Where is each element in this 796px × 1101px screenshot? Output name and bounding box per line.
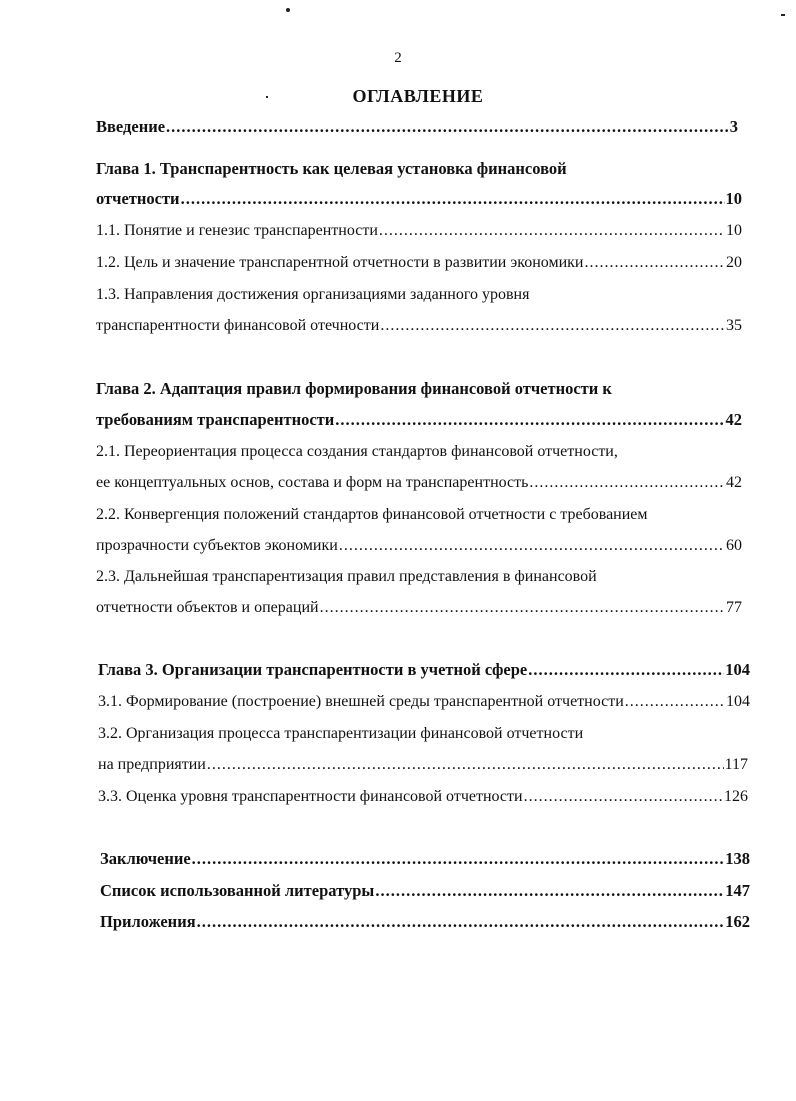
chapter1-title-line1: Глава 1. Транспарентность как целевая установка финансовой: [96, 159, 567, 178]
page-number: 2: [394, 50, 402, 66]
toc-entry-1-1: [96, 221, 742, 241]
toc-entry-page: 147: [725, 881, 750, 900]
toc-entry-label: Введение: [96, 117, 166, 136]
leader-dots: [584, 253, 725, 273]
toc-entry-label: Глава 3. Организации транспарентности в учетной сфере: [98, 660, 528, 679]
leader-dots: [207, 755, 724, 775]
toc-entry-2-3-line1: 2.3. Дальнейшая транспарентизация правил представления в финансовой: [96, 568, 597, 585]
toc-entry-page: 104: [725, 660, 750, 679]
toc-entry-3-1: [98, 692, 750, 712]
toc-entry-1-3: [96, 316, 742, 336]
toc-entry-label: Приложения: [100, 912, 196, 931]
toc-entry-label: 3.3. Оценка уровня транспарентности финансовой отчетности: [98, 788, 523, 805]
toc-entry-chapter3: [98, 660, 750, 680]
scan-speck: [286, 8, 290, 12]
toc-entry-1-2: [96, 253, 742, 273]
toc-entry-label: прозрачности субъектов экономики: [96, 537, 338, 554]
leader-dots: [320, 598, 725, 618]
leader-dots: [625, 692, 725, 712]
toc-entry-label: 1.2. Цель и значение транспарентной отчетности в развитии экономики: [96, 254, 584, 271]
toc-entry-3-2-line1: 3.2. Организация процесса транспарентизации финансовой отчетности: [98, 725, 584, 742]
toc-entry-label: отчетности: [96, 189, 180, 208]
toc-entry-page: 42: [726, 474, 742, 491]
toc-entry-page: 162: [725, 912, 750, 931]
toc-entry-label: 1.1. Понятие и генезис транспарентности: [96, 222, 378, 239]
toc-entry-2-2-line1: 2.2. Конвергенция положений стандартов финансовой отчетности с требованием: [96, 506, 648, 523]
toc-entry-conclusion: [100, 849, 750, 869]
toc-entry-appendices: [100, 912, 750, 932]
toc-entry-page: 60: [726, 537, 742, 554]
toc-entry-page: 77: [726, 599, 742, 616]
toc-entry-page: 104: [726, 693, 750, 710]
chapter2-title-line1: Глава 2. Адаптация правил формирования финансовой отчетности к: [96, 379, 612, 398]
toc-entry-page: 3: [729, 117, 738, 136]
leader-dots: [380, 316, 725, 336]
leader-dots: [375, 881, 724, 901]
toc-entry-page: 20: [726, 254, 742, 271]
leader-dots: [379, 221, 725, 241]
toc-entry-page: 35: [726, 317, 742, 334]
toc-entry-page: 117: [724, 756, 748, 773]
toc-entry-page: 10: [726, 222, 742, 239]
toc-entry-label: Заключение: [100, 849, 191, 868]
leader-dots: [528, 660, 724, 680]
toc-entry-2-3: [96, 598, 742, 618]
toc-entry-label: 3.1. Формирование (построение) внешней среды транспарентной отчетности: [98, 693, 624, 710]
leader-dots: [192, 849, 725, 869]
toc-entry-chapter1: [96, 189, 742, 209]
leader-dots: [524, 787, 723, 807]
leader-dots: [181, 189, 725, 209]
toc-entry-page: 126: [724, 788, 748, 805]
toc-entry-references: [100, 881, 750, 901]
toc-entry-label: требованиям транспарентности: [96, 410, 335, 429]
toc-entry-label: транспарентности финансовой отечности: [96, 317, 380, 334]
toc-entry-page: 138: [725, 849, 750, 868]
toc-entry-2-1: [96, 473, 742, 493]
toc-entry-3-3: [98, 787, 748, 807]
leader-dots: [529, 473, 725, 493]
leader-dots: [335, 410, 724, 430]
toc-entry-page: 42: [725, 410, 742, 429]
toc-entry-chapter2: [96, 410, 742, 430]
toc-entry-3-2: [98, 755, 748, 775]
toc-entry-label: ее концептуальных основ, состава и форм на транспарентность: [96, 474, 529, 491]
leader-dots: [197, 912, 725, 932]
toc-entry-label: Список использованной литературы: [100, 881, 375, 900]
toc-entry-label: на предприятии: [98, 756, 206, 773]
toc-title: ОГЛАВЛЕНИЕ: [352, 86, 484, 106]
toc-entry-page: 10: [725, 189, 742, 208]
toc-entry-label: отчетности объектов и операций: [96, 599, 319, 616]
toc-entry-2-1-line1: 2.1. Переориентация процесса создания стандартов финансовой отчетности,: [96, 443, 618, 460]
toc-entry-1-3-line1: 1.3. Направления достижения организациями заданного уровня: [96, 286, 530, 303]
scan-speck: [781, 14, 785, 16]
toc-entry-2-2: [96, 536, 742, 556]
toc-entry-intro: [96, 117, 738, 137]
leader-dots: [166, 117, 729, 137]
leader-dots: [339, 536, 725, 556]
